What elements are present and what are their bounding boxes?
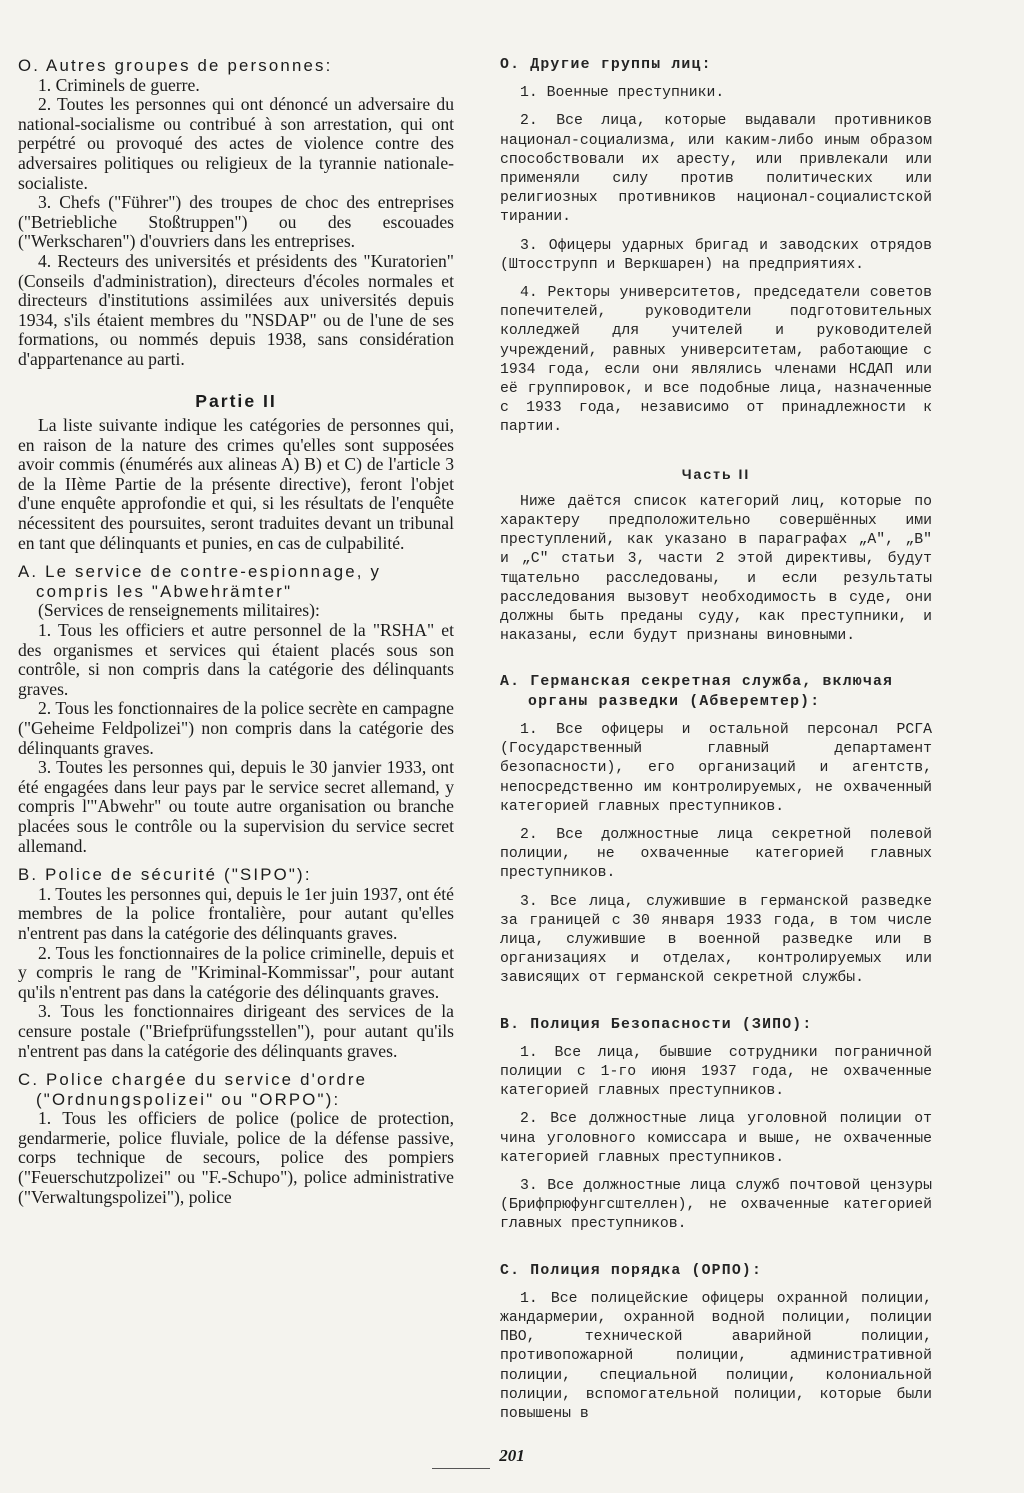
section-o-heading-fr: O. Autres groupes de personnes: [18, 56, 333, 75]
section-a-item-2-ru: 2. Все должностные лица секретной полевой полиции, не охваченные категорией главных преступников. [500, 826, 932, 882]
section-c-heading-fr: C. Police chargée du service d'ordre ("Ordnungspolizei" ou "ORPO"): [18, 1070, 368, 1109]
section-a-heading-fr: A. Le service de contre-espionnage, y compris les "Abwehrämter" [18, 562, 382, 601]
section-c-item-1-ru: 1. Все полицейские офицеры охранной полиции, жандармерии, охранной водной полиции, полиции ПВО, технической аварийной полиции, противопожарной полиции, административной полиции, специальной полиции, колониальной полиции, вспомогательной полиции, которые были повышены в [500, 1290, 932, 1422]
russian-column [500, 56, 932, 1424]
section-o-item-3-fr: 3. Chefs ("Führer") des troupes de choc des entreprises ("Betriebliche Stoßtruppen") ou des escouades ("Werkscharen") d'ouvriers dans les entreprises. [18, 192, 454, 252]
french-column [18, 56, 454, 1207]
section-o-item-3-ru: 3. Офицеры ударных бригад и заводских отрядов (Штосструпп и Веркшарен) на предприятиях. [500, 237, 932, 273]
section-a-item-1-ru: 1. Все офицеры и остальной персонал РСГА (Государственный главный департамент безопасности), его организаций и агентств, непосредственно им контролируемых, не охваченный категорией главных преступников. [500, 721, 932, 815]
section-a-item-2-fr: 2. Tous les fonctionnaires de la police secrète en campagne ("Geheime Feldpolizei") non compris dans la catégorie des délinquants graves. [18, 698, 454, 758]
section-b-item-1-fr: 1. Toutes les personnes qui, depuis le 1er juin 1937, ont été membres de la police frontalière, pour autant qu'elles n'entrent pas dans la catégorie des délinquants graves. [18, 883, 454, 943]
section-a-subtitle-fr: (Services de renseignements militaires): [38, 600, 320, 621]
page-number: 201 [499, 1446, 525, 1465]
section-c-heading-ru: С. Полиция порядка (ОРПО): [500, 1262, 763, 1279]
section-o-item-4-fr: 4. Recteurs des universités et présidents des "Kuratorien" (Conseils d'administration), directeurs d'écoles normales et directeurs d'institutions assimilées aux universités depuis 1934, s'ils étaient membres du "NSDAP" ou de l'une de ses formations, ou nommés depuis 1938, sans considération d'appartenance au parti. [18, 250, 454, 369]
section-a-item-3-ru: 3. Все лица, служившие в германской разведке за границей с 30 января 1933 года, в том числе лица, служившие в военной разведке или в организациях и отделах, контролируемых или зависящих от германской секретной службы. [500, 893, 932, 987]
part-ii-intro-fr: La liste suivante indique les catégories de personnes qui, en raison de la nature des crimes qu'elles sont supposées avoir commis (énumérés aux alineas A) B) et C) de l'article 3 de la IIème Partie de la présente directive), feront l'objet d'une enquête approfondie et qui, si les résultats de l'enquête nécessitent des poursuites, seront traduites devant un tribunal en tant que délinquants et punies, en cas de culpabilité. [18, 415, 454, 553]
section-b-item-1-ru: 1. Все лица, бывшие сотрудники пограничной полиции с 1-го июня 1937 года, не охваченные категорией главных преступников. [500, 1044, 932, 1100]
section-o-item-4-ru: 4. Ректоры университетов, председатели советов попечителей, руководители подготовительных колледжей для учителей и руководителей учреждений, равных университетам, работающие с 1934 года, если они являлись членами НСДАП или её группировок, и все подобные лица, назначенные с 1933 года, независимо от принадлежности к партии. [500, 285, 932, 436]
section-a-item-1-fr: 1. Tous les officiers et autre personnel de la "RSHA" et des organismes et services qui étaient placés sous son contrôle, si non compris dans la catégorie des délinquants graves. [18, 620, 454, 699]
section-o-item-2-ru: 2. Все лица, которые выдавали противников национал-социализма, или каким-либо иным образом способствовали их аресту, или привлекали или применяли силу против политических или религиозных противников национал-социалистской тирании. [500, 113, 932, 226]
section-o-item-1-ru: 1. Военные преступники. [520, 85, 725, 102]
part-ii-intro-ru: Ниже даётся список категорий лиц, которые по характеру предположительно совершённых ими преступлений, как указано в параграфах „А", „В" и „С" статьи 3, части 2 этой директивы, будут тщательно расследованы, и если результаты расследования вызовут необходимость в суде, они должны быть преданы суду, как преступники, и наказаны, если будут признаны виновными. [500, 493, 932, 645]
section-o-heading-ru: О. Другие группы лиц: [500, 57, 712, 73]
section-o-item-2-fr: 2. Toutes les personnes qui ont dénoncé un adversaire du national-socialisme ou contribué à son arrestation, qui ont perpétré ou provoqué des actes de violence contre des adversaires politiques ou religieux de la tyrannie nationale-socialiste. [18, 94, 454, 193]
section-o-item-1-fr: 1. Criminels de guerre. [38, 74, 200, 95]
section-b-item-3-ru: 3. Все должностные лица служб почтовой цензуры (Брифпрюфунгсштеллен), не охваченные категорией главных преступников. [500, 1177, 932, 1233]
section-a-heading-ru: А. Германская секретная служба, включая органы разведки (Абверемтер): [500, 674, 894, 710]
section-b-item-2-ru: 2. Все должностные лица уголовной полиции от чина уголовного комиссара и выше, не охваченные категорией главных преступников. [500, 1111, 932, 1166]
section-b-item-3-fr: 3. Tous les fonctionnaires dirigeant des services de la censure postale ("Briefprüfungsstellen"), pour autant qu'ils n'entrent pas dans la catégorie des délinquants graves. [18, 1001, 454, 1061]
section-b-heading-ru: В. Полиция Безопасности (ЗИПО): [500, 1016, 813, 1033]
part-ii-title-fr: Partie II [195, 390, 277, 411]
section-b-item-2-fr: 2. Tous les fonctionnaires de la police criminelle, depuis et y compris le rang de "Kriminal-Kommissar", pour autant qu'ils n'entrent pas dans la catégorie des délinquants graves. [18, 942, 454, 1002]
part-ii-title-ru: Часть II [681, 465, 751, 482]
section-c-item-1-fr: 1. Tous les officiers de police (police de protection, gendarmerie, police fluviale, police de la défense passive, corps technique de secours, police des pompiers ("Feuerschutzpolizei" ou "F.-Schupo"), police administrative ("Verwaltungspolizei"), police [18, 1108, 454, 1207]
page-number-rule [432, 1468, 490, 1469]
section-a-item-3-fr: 3. Toutes les personnes qui, depuis le 30 janvier 1933, ont été engagées dans leur pays par le service secret allemand, y compris l'"Abwehr" ou toute autre organisation ou branche placées sous le contrôle ou la supervision du service secret allemand. [18, 757, 454, 856]
section-b-heading-fr: B. Police de sécurité ("SIPO"): [18, 865, 312, 885]
